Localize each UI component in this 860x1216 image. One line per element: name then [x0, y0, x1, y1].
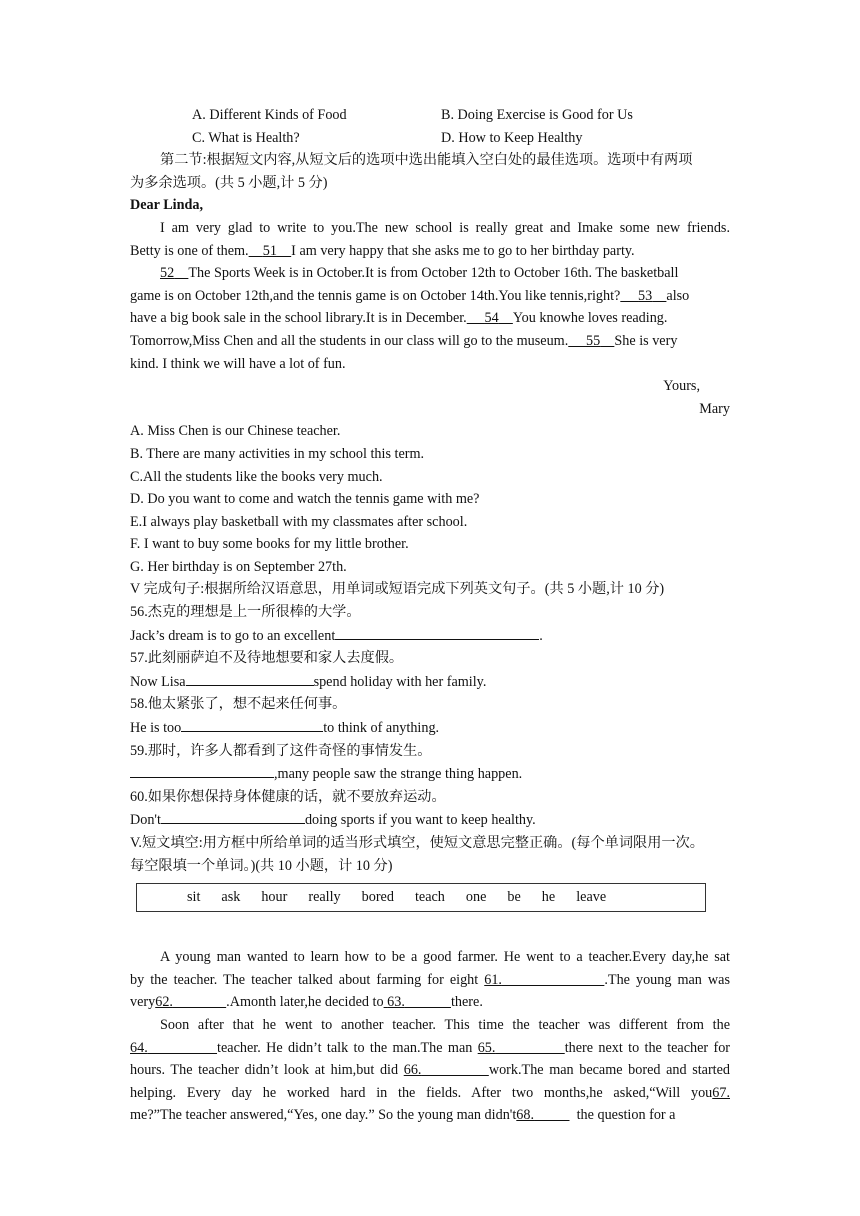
letter-line: I am very glad to write to you.The new school is really great and Imake some new friends.: [160, 219, 730, 236]
blank-66[interactable]: [404, 1062, 489, 1078]
q58-chinese: 58.他太紧张了，想不起来任何事。: [130, 696, 347, 713]
passage-line: [130, 1104, 730, 1127]
q56-sentence: [130, 624, 730, 648]
blank-number: 52: [160, 265, 175, 282]
word-bank-item: bored: [361, 889, 394, 906]
q60-chinese: 60.如果你想保持身体健康的话，就不要放弃运动。: [130, 788, 446, 805]
passage-text: by the teacher. The teacher talked about farming for eight: [130, 971, 479, 988]
q57-sentence: [130, 670, 730, 694]
blank-65[interactable]: [478, 1040, 565, 1056]
passage-line: [130, 969, 730, 992]
letter-text: game is on October 12th,and the tennis game is on October 14th.You like tennis,right?: [130, 287, 621, 304]
passage-text: there.: [450, 994, 483, 1011]
options-row-2: [130, 127, 730, 150]
letter-text: I am very happy that she asks me to go to her birthday party.: [291, 242, 635, 259]
sentence-text: He is too: [130, 720, 182, 737]
sentence-text: Now Lisa: [130, 673, 186, 690]
letter-closing: Yours,: [663, 378, 700, 395]
sentence-text: ,many people saw the strange thing happen.: [274, 766, 523, 783]
blank-number: 51: [262, 242, 277, 259]
passage-text: me?”The teacher answered,“Yes, one day.” So the young man didn't: [130, 1107, 517, 1124]
letter-line: kind. I think we will have a lot of fun.: [130, 355, 346, 372]
word-bank-item: really: [308, 889, 341, 906]
answer-blank-57[interactable]: [186, 670, 314, 686]
word-bank-item: hour: [261, 889, 288, 906]
option-b: B. Doing Exercise is Good for Us: [441, 107, 633, 123]
letter-line: [130, 285, 730, 308]
passage-line: [130, 1082, 730, 1105]
blank-64[interactable]: [130, 1040, 217, 1056]
letter-text: Tomorrow,Miss Chen and all the students in our class will go to the museum.: [130, 332, 569, 349]
answer-blank-60[interactable]: [161, 808, 305, 824]
option-a: A. Different Kinds of Food: [192, 107, 347, 123]
letter-text: have a big book sale in the school library.It is in December.: [130, 310, 467, 327]
sentence-text: .: [539, 627, 543, 644]
blank-number: 55: [585, 332, 601, 349]
sentence-text: to think of anything.: [323, 720, 440, 737]
blank-53: [620, 288, 666, 304]
q57-chinese: 57.此刻丽萨迫不及待地想要和家人去度假。: [130, 650, 404, 667]
passage-line: Soon after that he went to another teacher. This time the teacher was different from the: [160, 1016, 730, 1033]
blank-63[interactable]: [384, 994, 451, 1010]
passage-text: helping. Every day he worked hard in the fields. After two months,he asked,“Will you: [130, 1084, 713, 1101]
word-bank-item: be: [507, 889, 521, 906]
passage-text: very: [130, 994, 156, 1011]
letter-text: You knowhe loves reading.: [512, 310, 668, 327]
letter-line: [130, 262, 730, 285]
passage-text: work.The man became bored and started: [488, 1062, 730, 1079]
q59-chinese: 59.那时，许多人都看到了这件奇怪的事情发生。: [130, 742, 432, 759]
section2-instruction-1: 第二节:根据短文内容,从短文后的选项中选出能填入空白处的最佳选项。选项中有两项: [160, 152, 693, 169]
q60-sentence: [130, 808, 730, 832]
word-bank-item: teach: [414, 889, 445, 906]
letter-text: She is very: [614, 332, 678, 349]
word-bank-item: he: [541, 889, 556, 906]
passage-text: hours. The teacher didn’t look at him,but did: [130, 1062, 399, 1079]
letter-line: [130, 307, 730, 330]
word-bank-item: sit: [187, 889, 201, 906]
word-bank-item: leave: [576, 889, 607, 906]
choice-e: E.I always play basketball with my classmates after school.: [130, 513, 468, 530]
exam-page: [130, 104, 730, 1127]
letter-line: [130, 330, 730, 353]
passage-text: .Amonth later,he decided to: [226, 994, 384, 1011]
choice-g: G. Her birthday is on September 27th.: [130, 558, 347, 575]
letter-text: Betty is one of them.: [130, 242, 249, 259]
blank-number: 64.: [130, 1039, 148, 1056]
option-c: C. What is Health?: [192, 129, 300, 146]
options-row-1: [130, 104, 730, 127]
blank-54: [467, 310, 513, 326]
blank-67[interactable]: [712, 1085, 730, 1101]
answer-blank-56[interactable]: [335, 624, 539, 640]
blank-number: 66.: [403, 1062, 422, 1079]
blank-62[interactable]: [155, 994, 226, 1010]
blank-number: 53: [638, 287, 653, 304]
choice-f: F. I want to buy some books for my little brother.: [130, 536, 409, 553]
choice-d: D. Do you want to come and watch the tennis game with me?: [130, 491, 480, 508]
blank-52: [160, 265, 188, 281]
word-bank-item: ask: [221, 889, 241, 906]
blank-number: 67.: [712, 1084, 730, 1101]
passage-line: A young man wanted to learn how to be a good farmer. He went to a teacher.Every day,he sat: [160, 949, 730, 966]
section6-instruction-1: V.短文填空:用方框中所给单词的适当形式填空，使短文意思完整正确。(每个单词限用一次。: [130, 835, 704, 851]
q59-sentence: [130, 762, 730, 786]
passage-text: there next to the teacher for: [564, 1039, 730, 1056]
blank-number: 62.: [155, 994, 173, 1011]
choice-b: B. There are many activities in my school this term.: [130, 445, 425, 462]
letter-salutation: Dear Linda,: [130, 197, 204, 214]
letter-text: also: [666, 287, 690, 304]
blank-number: 63.: [387, 994, 405, 1011]
passage-line: [130, 1059, 730, 1082]
blank-55: [568, 333, 614, 349]
blank-68[interactable]: [516, 1107, 569, 1123]
blank-number: 61.: [484, 971, 502, 988]
passage-line: [130, 991, 730, 1014]
choice-c: C.All the students like the books very much.: [130, 468, 383, 485]
section5-instruction: V 完成句子:根据所给汉语意思，用单词或短语完成下列英文句子。(共 5 小题,计 10 分): [130, 581, 665, 598]
letter-text: The Sports Week is in October.It is from October 12th to October 16th. The basketball: [188, 265, 679, 282]
passage-text: .The young man was: [604, 971, 730, 988]
q56-chinese: 56.杰克的理想是上一所很棒的大学。: [130, 604, 361, 621]
word-bank-box: [136, 883, 706, 912]
answer-blank-59[interactable]: [130, 762, 274, 778]
passage-line: [130, 1037, 730, 1060]
blank-number: 54: [484, 310, 499, 327]
answer-blank-58[interactable]: [181, 716, 323, 732]
q58-sentence: [130, 716, 730, 740]
sentence-text: Jack’s dream is to go to an excellent: [130, 627, 336, 644]
passage-text: teacher. He didn’t talk to the man.The man: [217, 1039, 473, 1056]
choice-a: A. Miss Chen is our Chinese teacher.: [130, 423, 341, 440]
blank-number: 65.: [477, 1039, 496, 1056]
blank-51: [249, 243, 292, 259]
passage-text: the question for a: [576, 1107, 676, 1124]
sentence-text: Don't: [130, 812, 161, 829]
letter-line: [130, 240, 730, 263]
option-d: D. How to Keep Healthy: [441, 129, 583, 146]
sentence-text: doing sports if you want to keep healthy.: [304, 812, 536, 829]
blank-61[interactable]: [484, 972, 604, 988]
sentence-text: spend holiday with her family.: [313, 673, 487, 690]
blank-number: 68.: [516, 1107, 535, 1124]
word-bank-item: one: [465, 889, 487, 906]
spacer: [130, 912, 730, 946]
letter-signature: Mary: [699, 400, 730, 417]
section2-instruction-2: 为多余选项。(共 5 小题,计 5 分): [130, 174, 328, 191]
section6-instruction-2: 每空限填一个单词。)(共 10 小题，计 10 分): [130, 857, 393, 874]
